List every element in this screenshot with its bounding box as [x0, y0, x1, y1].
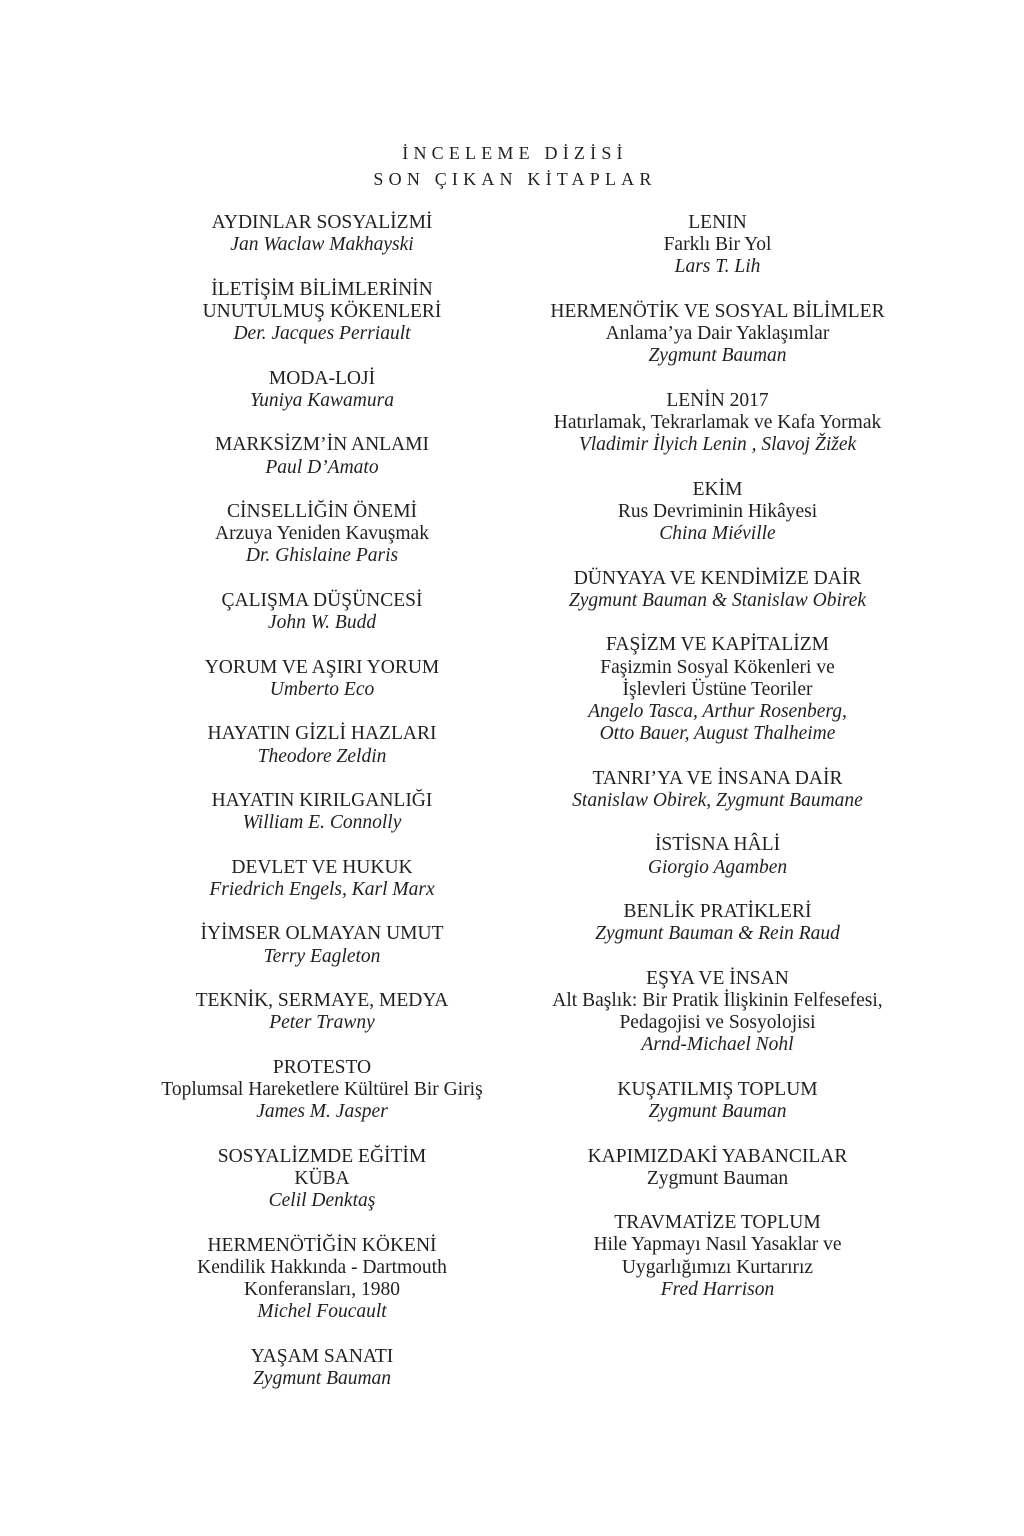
- book-entry: [505, 1079, 930, 1123]
- book-title: İSTİSNA HÂLİ: [654, 834, 781, 856]
- book-title: UNUTULMUŞ KÖKENLERİ: [202, 300, 442, 322]
- book-author: James M. Jasper: [256, 1101, 388, 1123]
- book-entry: [505, 479, 930, 546]
- book-title: KUŞATILMIŞ TOPLUM: [617, 1078, 818, 1100]
- book-author: Zygmunt Bauman: [252, 1367, 392, 1389]
- book-title: ÇALIŞMA DÜŞÜNCESİ: [221, 589, 423, 611]
- book-author: Friedrich Engels, Karl Marx: [209, 878, 435, 900]
- book-title: MARKSİZM’İN ANLAMI: [215, 434, 429, 456]
- book-title: DÜNYAYA VE KENDİMİZE DAİR: [573, 567, 862, 589]
- book-subtitle: Kendilik Hakkında - Dartmouth: [197, 1256, 447, 1278]
- book-author: Der. Jacques Perriault: [233, 323, 411, 345]
- book-title: İLETİŞİM BİLİMLERİNİN: [211, 278, 433, 300]
- book-title: HAYATIN KIRILGANLIĞI: [211, 790, 433, 812]
- book-title: BENLİK PRATİKLERİ: [623, 901, 812, 923]
- book-subtitle: Anlama’ya Dair Yaklaşımlar: [605, 323, 830, 345]
- book-entry: [112, 790, 532, 834]
- book-title: TRAVMATİZE TOPLUM: [614, 1212, 821, 1234]
- book-subtitle: Pedagojisi ve Sosyolojisi: [619, 1012, 816, 1034]
- book-author: Angelo Tasca, Arthur Rosenberg,: [588, 700, 847, 722]
- book-title: AYDINLAR SOSYALİZMİ: [211, 212, 433, 233]
- book-subtitle: Hile Yapmayı Nasıl Yasaklar ve: [593, 1234, 842, 1256]
- book-entry: [112, 857, 532, 901]
- book-entry: [112, 723, 532, 767]
- book-subtitle: Konferansları, 1980: [244, 1279, 400, 1301]
- book-title: HAYATIN GİZLİ HAZLARI: [207, 723, 437, 745]
- book-entry: [505, 301, 930, 368]
- book-subtitle: Toplumsal Hareketlere Kültürel Bir Giriş: [161, 1079, 483, 1101]
- book-title: YORUM VE AŞIRI YORUM: [204, 656, 440, 678]
- book-author: Zygmunt Bauman & Rein Raud: [595, 923, 840, 945]
- book-author: Umberto Eco: [269, 678, 375, 700]
- book-subtitle: Arzuya Yeniden Kavuşmak: [215, 523, 429, 545]
- book-author: Zygmunt Bauman & Stanislaw Obirek: [568, 589, 867, 611]
- book-author: Dr. Ghislaine Paris: [245, 545, 399, 567]
- book-entry: [112, 501, 532, 568]
- book-subtitle: Zygmunt Bauman: [646, 1167, 789, 1189]
- book-title: EŞYA VE İNSAN: [646, 967, 789, 989]
- book-author: Giorgio Agamben: [647, 856, 788, 878]
- book-title: KÜBA: [294, 1167, 350, 1189]
- book-author: Jan Waclaw Makhayski: [230, 234, 414, 256]
- book-subtitle: Faşizmin Sosyal Kökenleri ve: [600, 656, 835, 678]
- book-title: İYİMSER OLMAYAN UMUT: [200, 923, 444, 945]
- book-entry: [505, 1146, 930, 1190]
- book-entry: [505, 768, 930, 812]
- book-author: Celil Denktaş: [268, 1190, 376, 1212]
- book-title: PROTESTO: [272, 1056, 372, 1078]
- book-author: China Miéville: [659, 523, 776, 545]
- series-subtitle: SON ÇIKAN KİTAPLAR: [373, 169, 657, 189]
- book-author: Lars T. Lih: [674, 256, 761, 278]
- book-title: FAŞİZM VE KAPİTALİZM: [605, 634, 830, 656]
- book-entry: [112, 434, 532, 478]
- book-entry: [112, 368, 532, 412]
- book-author: Arnd-Michael Nohl: [641, 1034, 794, 1056]
- book-author: William E. Connolly: [242, 812, 402, 834]
- book-author: Zygmunt Bauman: [648, 345, 787, 367]
- book-title: DEVLET VE HUKUK: [231, 856, 413, 878]
- book-author: Theodore Zeldin: [257, 745, 387, 767]
- book-author: Peter Trawny: [269, 1012, 375, 1034]
- book-entry: [505, 1212, 930, 1301]
- book-author: Michel Foucault: [257, 1301, 387, 1323]
- book-title: EKİM: [692, 478, 743, 500]
- book-title: LENIN: [688, 212, 747, 233]
- book-title: MODA-LOJİ: [268, 367, 376, 389]
- book-entry: [505, 390, 930, 457]
- book-entry: [112, 212, 532, 256]
- book-title: KAPIMIZDAKİ YABANCILAR: [587, 1145, 848, 1167]
- series-name: İNCELEME DİZİSİ: [402, 143, 628, 163]
- book-title: YAŞAM SANATI: [250, 1345, 394, 1367]
- book-author: Otto Bauer, August Thalheime: [599, 723, 836, 745]
- book-subtitle: Alt Başlık: Bir Pratik İlişkinin Felfesefesi,: [552, 989, 883, 1011]
- book-author: Yuniya Kawamura: [250, 389, 394, 411]
- book-entry: [505, 568, 930, 612]
- book-entry: [112, 1057, 532, 1124]
- book-subtitle: İşlevleri Üstüne Teoriler: [622, 678, 813, 700]
- book-entry: [112, 590, 532, 634]
- book-entry: [505, 968, 930, 1057]
- book-author: John W. Budd: [267, 612, 377, 634]
- book-entry: [505, 901, 930, 945]
- book-title: TANRI’YA VE İNSANA DAİR: [592, 767, 843, 789]
- book-author: Terry Eagleton: [263, 945, 381, 967]
- book-entry: [505, 634, 930, 745]
- book-subtitle: Farklı Bir Yol: [663, 234, 772, 256]
- book-entry: [112, 1346, 532, 1390]
- book-entry: [112, 1146, 532, 1213]
- book-title: CİNSELLİĞİN ÖNEMİ: [226, 501, 418, 523]
- book-author: Fred Harrison: [660, 1278, 775, 1300]
- left-book-column: [112, 212, 532, 1412]
- book-entry: [505, 834, 930, 878]
- book-title: SOSYALİZMDE EĞİTİM: [217, 1145, 427, 1167]
- book-subtitle: Rus Devriminin Hikâyesi: [617, 500, 818, 522]
- right-book-column: [505, 212, 930, 1323]
- book-entry: [505, 212, 930, 279]
- book-entry: [112, 657, 532, 701]
- book-entry: [112, 1235, 532, 1324]
- book-entry: [112, 990, 532, 1034]
- book-entry: [112, 923, 532, 967]
- book-subtitle: Hatırlamak, Tekrarlamak ve Kafa Yormak: [553, 412, 882, 434]
- book-title: TEKNİK, SERMAYE, MEDYA: [195, 990, 449, 1012]
- book-author: Zygmunt Bauman: [648, 1101, 787, 1123]
- book-author: Vladimir İlyich Lenin , Slavoj Žižek: [578, 434, 857, 456]
- book-author: Paul D’Amato: [265, 456, 379, 478]
- book-entry: [112, 279, 532, 346]
- book-subtitle: Uygarlığımızı Kurtarırız: [621, 1256, 814, 1278]
- book-title: LENİN 2017: [666, 389, 769, 411]
- page-heading: [0, 140, 1024, 192]
- book-author: Stanislaw Obirek, Zygmunt Baumane: [572, 789, 863, 811]
- book-title: HERMENÖTİĞİN KÖKENİ: [207, 1234, 437, 1256]
- book-title: HERMENÖTİK VE SOSYAL BİLİMLER: [550, 300, 885, 322]
